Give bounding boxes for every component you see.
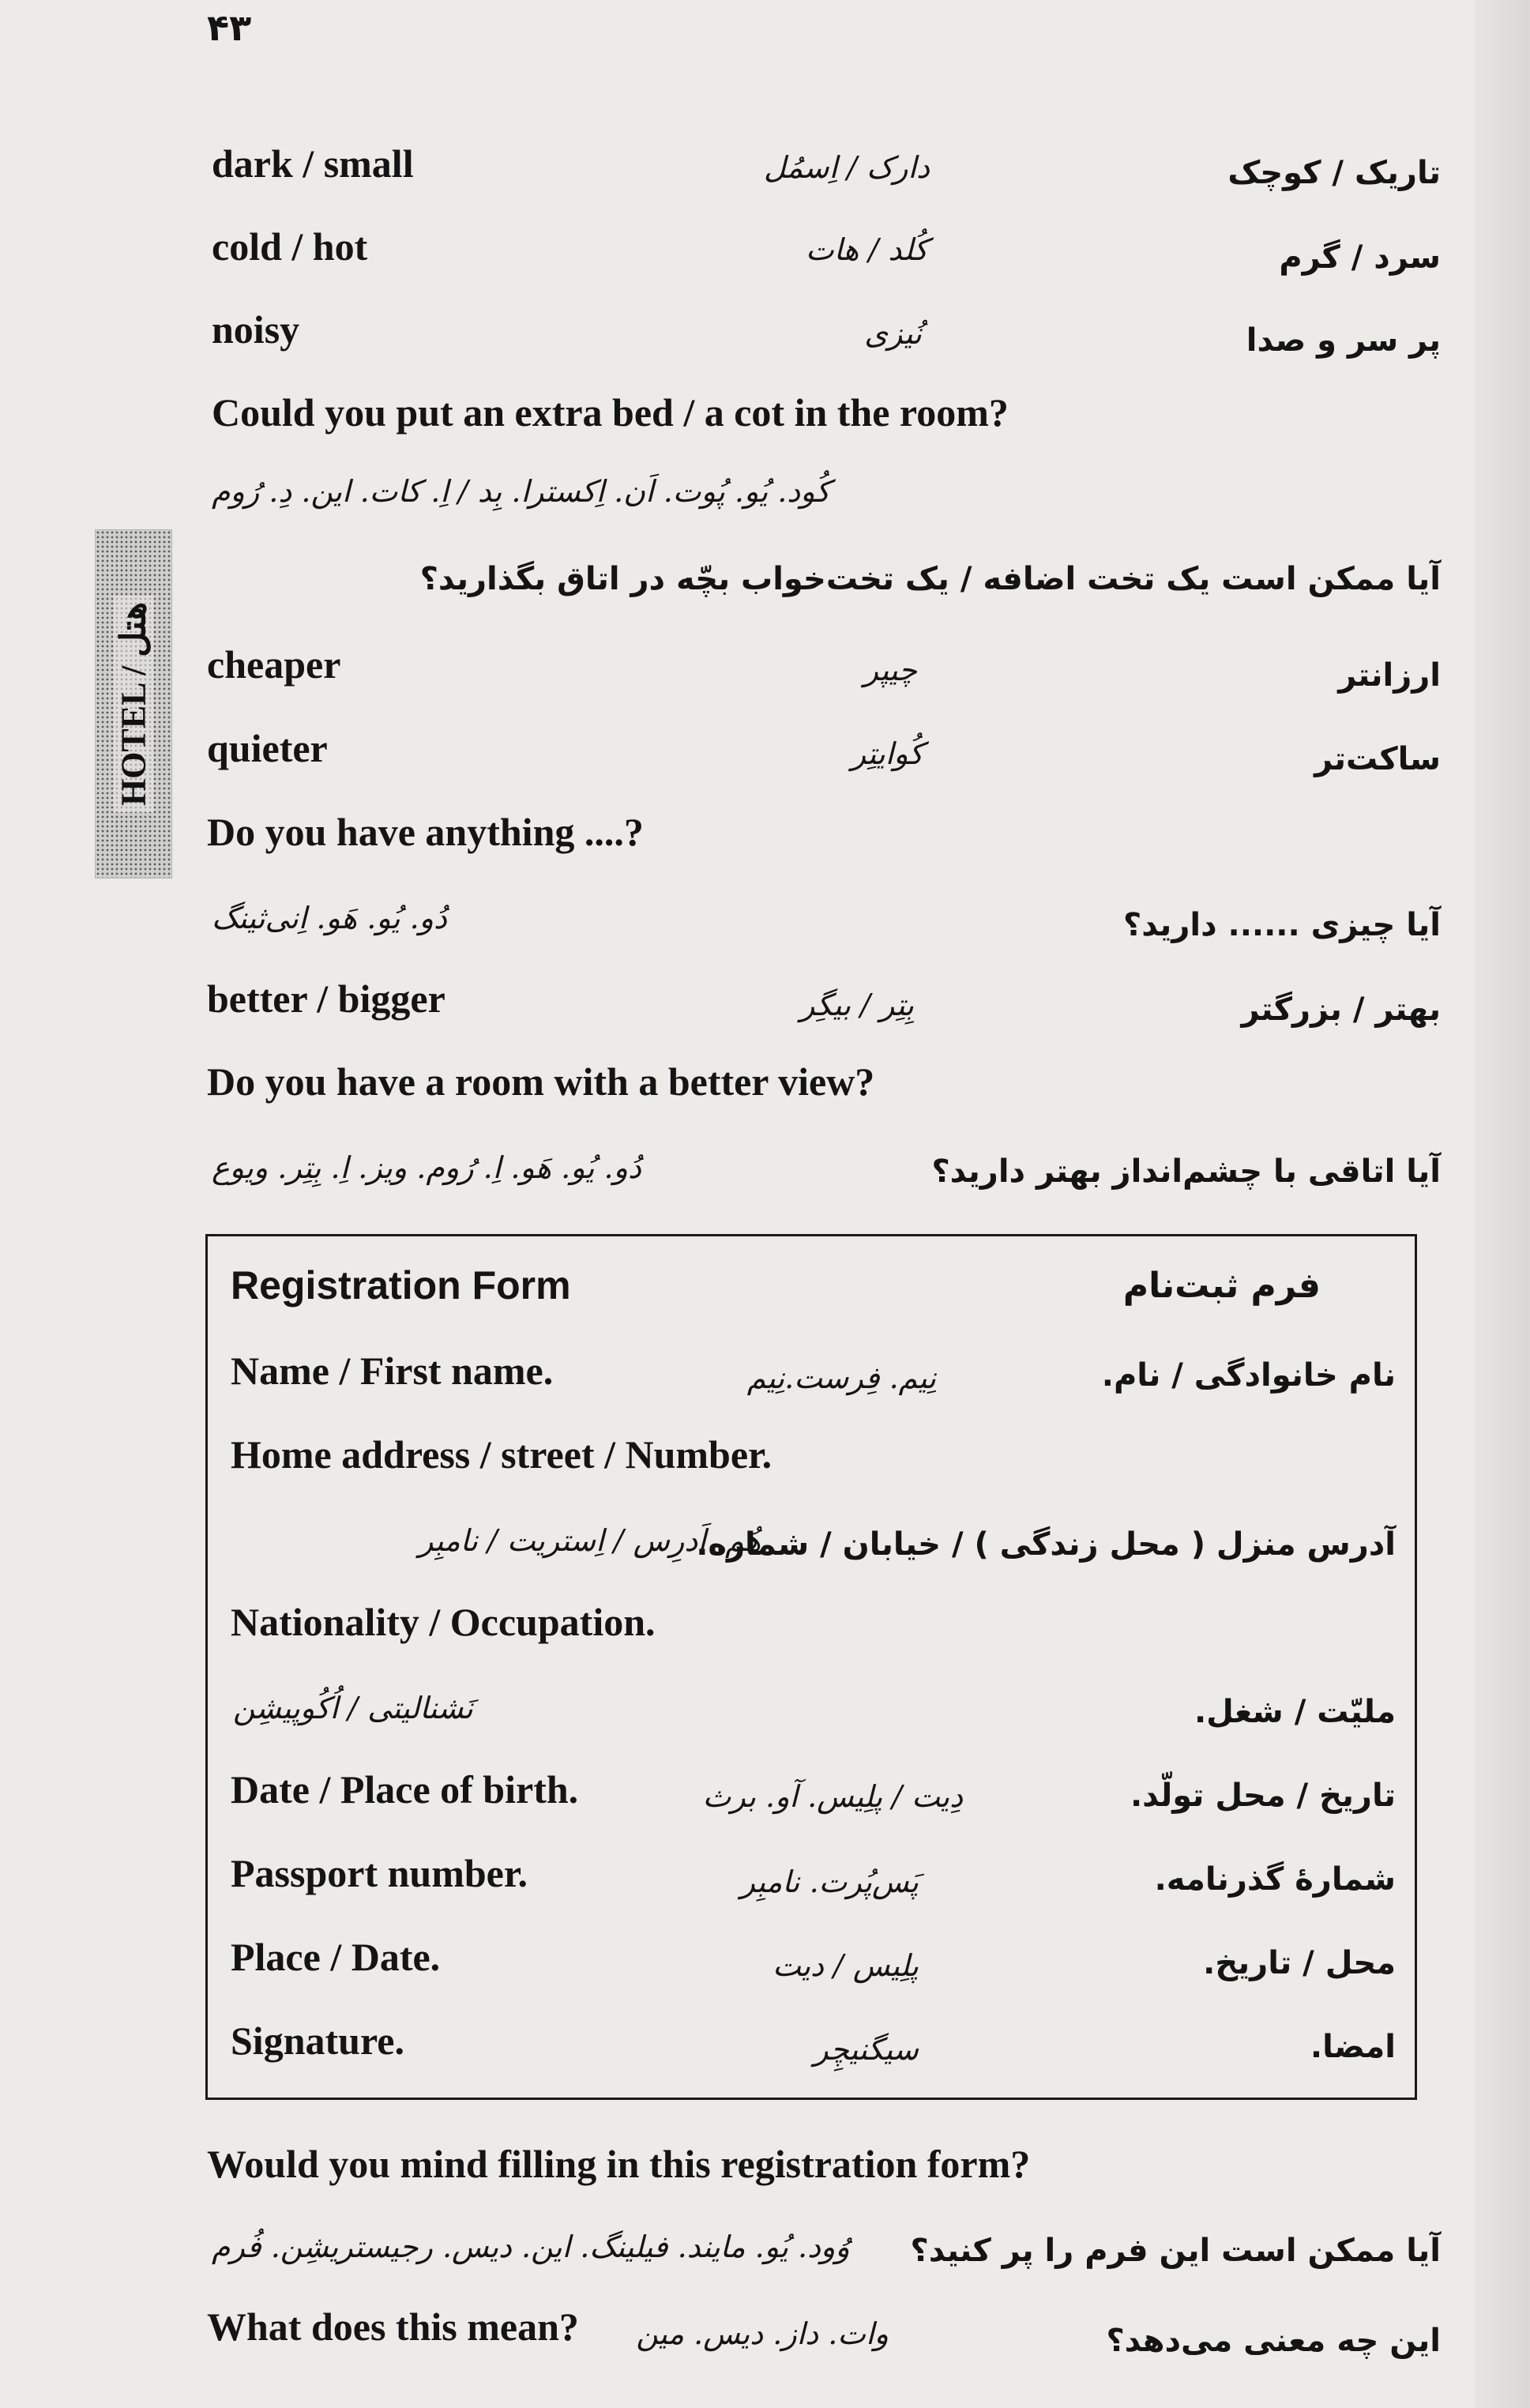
form-place-date-en: Place / Date. — [231, 1935, 441, 1979]
form-nationality-tr: نَشنالیتی / اُکُوپیشِن — [233, 1691, 473, 1725]
form-signature-en: Signature. — [231, 2019, 404, 2063]
vocab-noisy-fa: پر سر و صدا — [1246, 322, 1441, 359]
form-nationality-fa: ملیّت / شغل. — [1194, 1694, 1396, 1730]
form-birth-fa: تاریخ / محل تولّد. — [1130, 1778, 1396, 1814]
vocab-cold-tr: کُلد / هات — [806, 232, 928, 267]
sentence-filling-fa: آیا ممکن است این فرم را پر کنید؟ — [910, 2233, 1441, 2269]
form-nationality-en: Nationality / Occupation. — [231, 1600, 656, 1644]
vocab-cheaper-fa: ارزانتر — [1338, 657, 1441, 694]
form-passport-fa: شمارهٔ گذرنامه. — [1154, 1861, 1396, 1898]
form-name-fa: نام خانوادگی / نام. — [1101, 1357, 1396, 1394]
vocab-cheaper-tr: چیپر — [863, 653, 917, 687]
vocab-cold-fa: سرد / گرم — [1279, 239, 1441, 276]
sentence-anything-en: Do you have anything ....? — [207, 810, 644, 854]
vocab-dark-tr: دارک / اِسمُل — [764, 150, 930, 185]
page-edge — [1475, 0, 1530, 2408]
vocab-quieter-tr: کُوایتِر — [851, 736, 923, 771]
vocab-quieter-fa: ساکت‌تر — [1314, 741, 1441, 777]
sentence-extra-bed-fa: آیا ممکن است یک تخت اضافه / یک تخت‌خواب بچّه در اتاق بگذارید؟ — [419, 561, 1441, 597]
vocab-dark-fa: تاریک / کوچک — [1227, 155, 1441, 191]
form-birth-en: Date / Place of birth. — [231, 1767, 579, 1812]
sentence-mean-en: What does this mean? — [207, 2305, 579, 2349]
form-title-fa: فرم ثبت‌نام — [1122, 1266, 1321, 1306]
form-birth-tr: دِیت / پلِیس. آو. برث — [702, 1779, 963, 1814]
sentence-view-en: Do you have a room with a better view? — [207, 1059, 875, 1104]
sentence-mean-tr: وات. داز. دیس. مین — [636, 2316, 889, 2351]
vocab-cheaper-en: cheaper — [207, 642, 341, 687]
form-passport-en: Passport number. — [231, 1851, 528, 1895]
form-address-en: Home address / street / Number. — [231, 1432, 773, 1477]
vocab-noisy-en: noisy — [212, 307, 300, 352]
vocab-cold-en: cold / hot — [212, 224, 368, 269]
vocab-dark-en: dark / small — [212, 141, 414, 186]
vocab-quieter-en: quieter — [207, 726, 328, 770]
page-number: ۴۳ — [207, 6, 252, 49]
sentence-anything-fa: آیا چیزی ...... دارید؟ — [1123, 907, 1441, 943]
vocab-better-en: better / bigger — [207, 976, 445, 1021]
vocab-better-fa: بهتر / بزرگتر — [1241, 991, 1441, 1028]
sentence-view-fa: آیا اتاقی با چشم‌انداز بهتر دارید؟ — [931, 1153, 1441, 1190]
form-passport-tr: پَس‌پُرت. نامبِر — [740, 1864, 919, 1899]
form-signature-tr: سیگنیچِر — [814, 2032, 919, 2067]
vocab-noisy-tr: نُیزی — [864, 316, 922, 351]
form-address-tr: هُم. اَدرِس / اِستریت / نامبِر — [419, 1523, 761, 1558]
form-name-tr: نِیم. فِرست.نِیم — [746, 1360, 936, 1395]
form-name-en: Name / First name. — [231, 1349, 554, 1393]
sentence-anything-tr: دُو. یُو. هَو. اِنی‌ثینگ — [212, 901, 447, 935]
side-tab-label: HOTEL / هتل — [114, 596, 154, 812]
sentence-view-tr: دُو. یُو. هَو. اِ. رُوم. ویز. اِ. بِتِر. ویوع — [212, 1150, 641, 1185]
form-place-date-fa: محل / تاریخ. — [1203, 1945, 1396, 1981]
section-side-tab — [95, 529, 172, 879]
form-title-en: Registration Form — [231, 1263, 571, 1307]
sentence-mean-fa: این چه معنی می‌دهد؟ — [1106, 2323, 1441, 2359]
sentence-filling-tr: وُود. یُو. مایند. فیلینگ. این. دیس. رجیستریشِن. فُرم — [212, 2229, 850, 2264]
form-place-date-tr: پلِیس / دیت — [773, 1948, 919, 1983]
form-address-fa: آدرس منزل ( محل زندگی ) / خیابان / شماره. — [696, 1526, 1396, 1563]
sentence-extra-bed-tr: کُود. یُو. پُوت. اَن. اِکسترا. بِد / اِ. کات. این. دِ. رُوم — [212, 474, 830, 509]
sentence-filling-en: Would you mind filling in this registration form? — [207, 2142, 1031, 2186]
form-signature-fa: امضا. — [1310, 2029, 1396, 2065]
sentence-extra-bed-en: Could you put an extra bed / a cot in the room? — [212, 390, 1009, 435]
vocab-better-tr: بِتِر / بیگِر — [800, 988, 914, 1022]
